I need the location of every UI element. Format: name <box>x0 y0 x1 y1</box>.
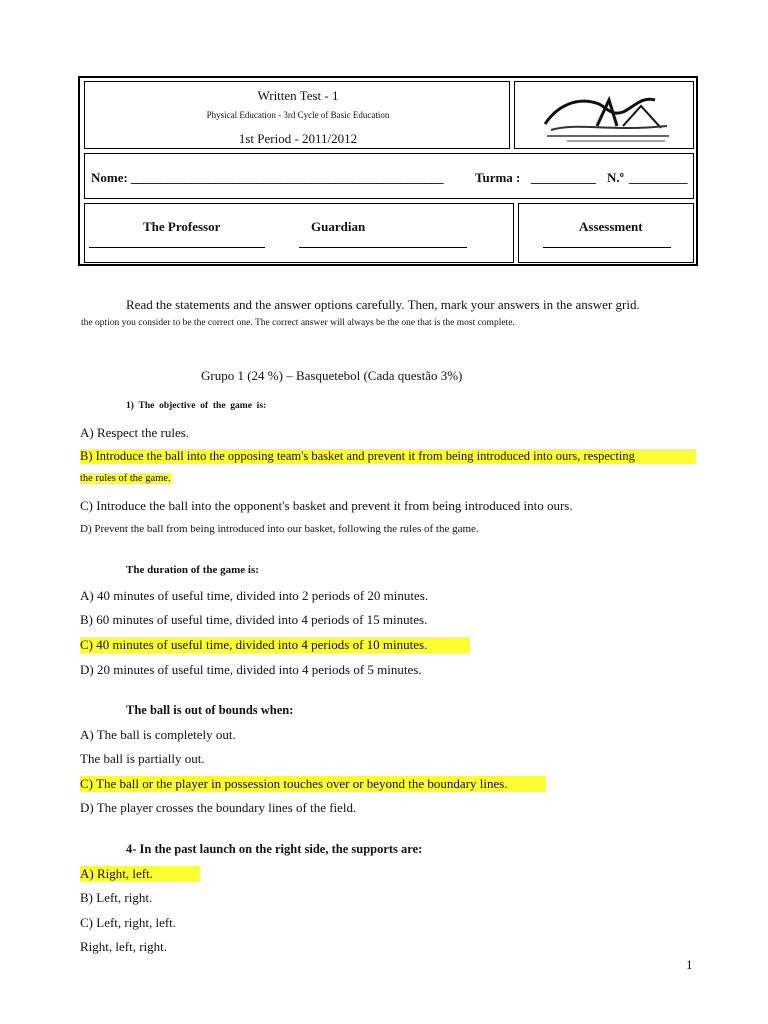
header-table <box>78 76 698 266</box>
test-title: Written Test - 1 <box>257 88 339 103</box>
group-title: Grupo 1 (24 %) – Basquetebol (Cada questão 3%) <box>201 368 463 383</box>
question-4-option-a: A) Right, left. <box>80 866 200 882</box>
question-2-option-a: A) 40 minutes of useful time, divided into 2 periods of 20 minutes. <box>80 588 429 603</box>
student-info-cell <box>84 153 694 199</box>
guardian-signature-line <box>299 247 467 248</box>
turma-line: __________ <box>531 170 596 185</box>
question-4-title: 4- In the past launch on the right side, the supports are: <box>126 842 423 856</box>
question-2-option-b: B) 60 minutes of useful time, divided into 4 periods of 15 minutes. <box>80 612 428 627</box>
question-1-title: 1) The objective of the game is: <box>126 401 267 411</box>
test-period: 1st Period - 2011/2012 <box>238 131 358 146</box>
turma-label: Turma : <box>475 170 521 185</box>
question-1-option-b: B) Introduce the ball into the opposing team's basket and prevent it from being introduced into ours, respecting <box>80 449 696 464</box>
school-logo-icon <box>537 86 677 146</box>
professor-signature-line <box>89 247 265 248</box>
logo-cell <box>514 81 694 149</box>
instructions-line-2: the option you consider to be the correct one. The correct answer will always be the one that is the most complete. <box>81 318 515 328</box>
signatures-cell <box>84 203 514 263</box>
name-line: ____________________________________________________ <box>131 170 443 185</box>
question-4-option-b: B) Left, right. <box>80 890 153 905</box>
number-line: _________ <box>629 170 688 185</box>
test-subtitle: Physical Education - 3rd Cycle of Basic Education <box>206 110 390 120</box>
question-2-title: The duration of the game is: <box>126 564 259 576</box>
question-4-option-d: Right, left, right. <box>80 939 168 954</box>
question-1-option-d: D) Prevent the ball from being introduced into our basket, following the rules of the game. <box>80 523 479 535</box>
professor-label: The Professor <box>143 219 221 234</box>
instructions-line-1: Read the statements and the answer options carefully. Then, mark your answers in the answer grid. <box>126 297 640 312</box>
question-1-option-b-continued-text: the rules of the game. <box>80 473 171 484</box>
question-1-option-b-continued <box>80 473 171 484</box>
question-1-option-c: C) Introduce the ball into the opponent's basket and prevent it from being introduced into ours. <box>80 498 573 513</box>
question-3-title: The ball is out of bounds when: <box>126 703 294 717</box>
question-3-option-a: A) The ball is completely out. <box>80 727 236 742</box>
assessment-cell <box>518 203 694 263</box>
question-4-option-c: C) Left, right, left. <box>80 915 177 930</box>
number-label: N.º <box>607 170 624 185</box>
question-3-option-d: D) The player crosses the boundary lines of the field. <box>80 800 357 815</box>
name-label: Nome: <box>91 170 128 185</box>
assessment-label: Assessment <box>579 219 643 234</box>
question-2-option-c: C) 40 minutes of useful time, divided into 4 periods of 10 minutes. <box>80 637 470 653</box>
question-3-option-b: The ball is partially out. <box>80 751 205 766</box>
question-1-option-a: A) Respect the rules. <box>80 425 190 440</box>
title-cell <box>84 81 510 149</box>
guardian-label: Guardian <box>311 219 366 234</box>
page-number: 1 <box>686 957 693 972</box>
question-2-option-d: D) 20 minutes of useful time, divided into 4 periods of 5 minutes. <box>80 662 422 677</box>
assessment-line <box>543 247 671 248</box>
question-3-option-c: C) The ball or the player in possession touches over or beyond the boundary lines. <box>80 776 546 792</box>
